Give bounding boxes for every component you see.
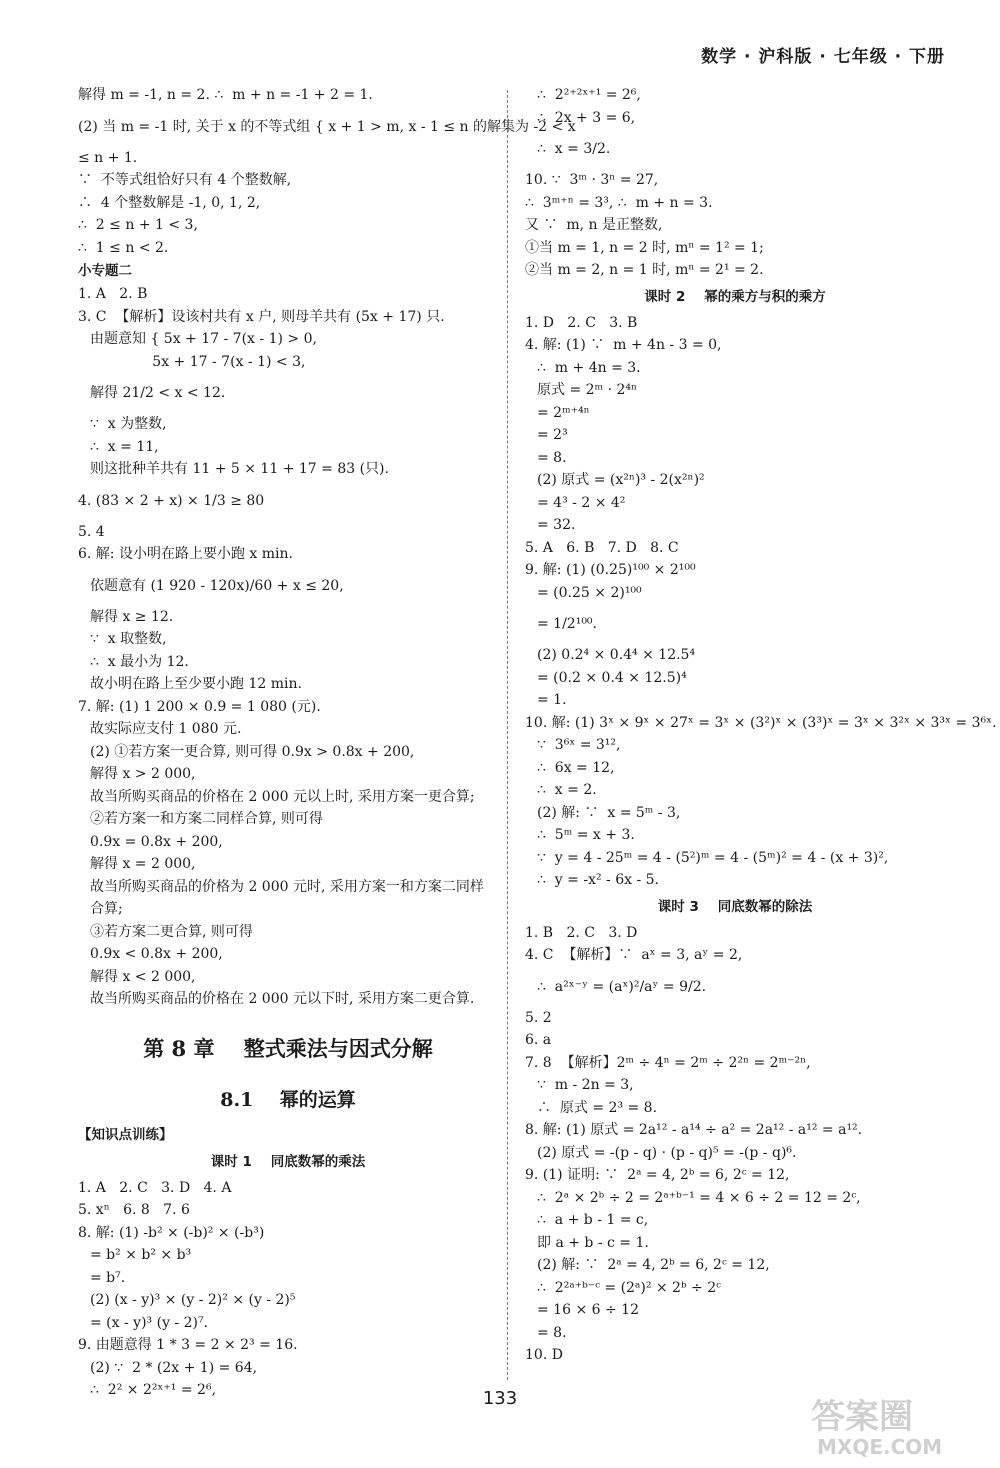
- text-line: ∴ x = 3/2.: [537, 141, 611, 157]
- text-line: ∵ 3⁶ˣ = 3¹²,: [537, 737, 621, 753]
- text-line: 1. A 2. C 3. D 4. A: [78, 1179, 232, 1196]
- text-line: ∴ 5ᵐ = x + 3.: [537, 827, 635, 843]
- text-line: 故当所购买商品的价格为 2 000 元时, 采用方案一和方案二同样: [90, 878, 484, 895]
- text-line: 0.9x = 0.8x + 200,: [90, 833, 223, 850]
- text-line: ∴ 2²⁺²ˣ⁺¹ = 2⁶,: [537, 87, 641, 103]
- running-header: 数学 · 沪科版 · 七年级 · 下册: [701, 47, 945, 67]
- text-line: 7. 8 【解析】2ᵐ ÷ 4ⁿ = 2ᵐ ÷ 2²ⁿ = 2ᵐ⁻²ⁿ,: [525, 1054, 811, 1071]
- text-line: (2) ∵ 2 * (2x + 1) = 64,: [90, 1359, 258, 1376]
- text-line: 7. 解: (1) 1 200 × 0.9 = 1 080 (元).: [78, 698, 321, 715]
- text-line: 解得 m = -1, n = 2. ∴ m + n = -1 + 2 = 1.: [78, 87, 373, 103]
- text-line: (2) 0.2⁴ × 0.4⁴ × 12.5⁴: [537, 647, 696, 663]
- text-line: 故当所购买商品的价格在 2 000 元以上时, 采用方案一更合算;: [90, 788, 475, 805]
- text-line: ∴ 2 ≤ n + 1 < 3,: [78, 217, 198, 233]
- text-line: 4. (83 × 2 + x) × 1/3 ≥ 80: [78, 492, 265, 509]
- text-line: 10. 解: (1) 3ˣ × 9ˣ × 27ˣ = 3ˣ × (3²)ˣ × (3³)ˣ = 3ˣ × 3²ˣ × 3³ˣ = 3⁶ˣ.: [525, 714, 997, 731]
- text-line: 5. A 6. B 7. D 8. C: [525, 539, 679, 556]
- text-line: = (0.2 × 0.4 × 12.5)⁴: [537, 669, 687, 686]
- text-line: ∴ 2x + 3 = 6,: [537, 109, 636, 126]
- right-column: [525, 84, 997, 1367]
- text-line: ∴ x = 11,: [90, 438, 159, 455]
- text-line: 3. C 【解析】设该村共有 x 户, 则母羊共有 (5x + 17) 只.: [78, 308, 445, 325]
- text-line: 课时 1 同底数幂的乘法: [210, 1153, 366, 1170]
- text-line: = 32.: [537, 517, 576, 533]
- text-line: 又 ∵ m, n 是正整数,: [525, 217, 663, 233]
- text-line: 故小明在路上至少要小跑 12 min.: [90, 676, 302, 692]
- text-line: 第 8 章 整式乘法与因式分解: [143, 1035, 433, 1061]
- text-line: = 4³ - 2 × 4²: [537, 494, 626, 511]
- text-line: ②若方案一和方案二同样合算, 则可得: [90, 811, 323, 827]
- text-line: 5. xⁿ 6. 8 7. 6: [78, 1202, 190, 1218]
- text-line: 10. D: [525, 1347, 563, 1363]
- text-line: ∵ y = 4 - 25ᵐ = 4 - (5²)ᵐ = 4 - (5ᵐ)² = 4 - (x + 3)²,: [537, 849, 889, 866]
- text-line: 解得 x = 2 000,: [90, 856, 196, 872]
- text-line: = b⁷.: [90, 1269, 126, 1286]
- text-line: 8. 解: (1) -b² × (-b)² × (-b³): [78, 1224, 265, 1241]
- text-line: 10. ∵ 3ᵐ · 3ⁿ = 27,: [525, 172, 659, 188]
- text-line: ①当 m = 1, n = 2 时, mⁿ = 1² = 1;: [525, 239, 764, 256]
- watermark-url: MXQE.COM: [817, 1435, 943, 1459]
- text-line: ∴ 2²ᵃ⁺ᵇ⁻ᶜ = (2ᵃ)² × 2ᵇ ÷ 2ᶜ: [537, 1279, 721, 1296]
- text-line: 1. A 2. B: [78, 286, 148, 302]
- text-line: = (x - y)³ (y - 2)⁷.: [90, 1314, 209, 1331]
- text-line: (2) 解: ∵ 2ᵃ = 4, 2ᵇ = 6, 2ᶜ = 12,: [537, 1257, 770, 1273]
- text-line: ∴ x = 2.: [537, 782, 597, 798]
- text-line: 依题意有 (1 920 - 120x)/60 + x ≤ 20,: [90, 577, 344, 594]
- text-line: (2) 当 m = -1 时, 关于 x 的不等式组 { x + 1 > m, x - 1 ≤ n 的解集为 -2 < x: [78, 118, 576, 135]
- text-line: ∴ x 最小为 12.: [90, 653, 189, 670]
- text-line: (2) ①若方案一更合算, 则可得 0.9x > 0.8x + 200,: [90, 743, 415, 760]
- text-line: ∵ x 取整数,: [90, 631, 167, 647]
- text-line: = 8.: [537, 1324, 567, 1341]
- text-line: 6. 解: 设小明在路上要小跑 x min.: [78, 546, 293, 562]
- text-line: 即 a + b - c = 1.: [537, 1234, 649, 1251]
- text-line: 【知识点训练】: [78, 1126, 173, 1143]
- text-line: 课时 2 幂的乘方与积的乘方: [644, 288, 826, 305]
- text-line: ∵ 不等式组恰好只有 4 个整数解,: [78, 172, 292, 188]
- text-line: 5. 2: [525, 1009, 552, 1026]
- text-line: = 2³: [537, 427, 568, 443]
- text-line: ③若方案二更合算, 则可得: [90, 923, 253, 940]
- text-line: (2) 解: ∵ x = 5ᵐ - 3,: [537, 804, 681, 821]
- column-divider: [507, 90, 508, 1380]
- text-line: (2) 原式 = -(p - q) · (p - q)⁵ = -(p - q)⁶.: [537, 1144, 797, 1161]
- text-line: 1. B 2. C 3. D: [525, 924, 638, 941]
- text-line: 解得 x < 2 000,: [90, 968, 196, 985]
- text-line: ∵ m - 2n = 3,: [537, 1077, 634, 1093]
- text-line: 0.9x < 0.8x + 200,: [90, 946, 223, 962]
- text-line: 课时 3 同底数幂的除法: [657, 898, 813, 915]
- text-line: 9. (1) 证明: ∵ 2ᵃ = 4, 2ᵇ = 6, 2ᶜ = 12,: [525, 1167, 790, 1183]
- text-line: = b² × b² × b³: [90, 1247, 192, 1263]
- watermark-text: 答案圈: [811, 1397, 913, 1437]
- text-line: 解得 21/2 < x < 12.: [90, 385, 226, 401]
- text-line: ∴ 1 ≤ n < 2.: [78, 239, 169, 256]
- text-line: ∴ a²ˣ⁻ʸ = (aˣ)²/aʸ = 9/2.: [537, 978, 707, 995]
- text-line: 则这批种羊共有 11 + 5 × 11 + 17 = 83 (只).: [90, 461, 389, 477]
- text-line: 9. 解: (1) (0.25)¹⁰⁰ × 2¹⁰⁰: [525, 562, 696, 578]
- text-line: ∴ 2ᵃ × 2ᵇ ÷ 2 = 2ᵃ⁺ᵇ⁻¹ = 4 × 6 ÷ 2 = 12 = 2ᶜ,: [537, 1189, 861, 1206]
- text-line: 故当所购买商品的价格在 2 000 元以下时, 采用方案二更合算.: [90, 991, 475, 1007]
- text-line: 原式 = 2ᵐ · 2⁴ⁿ: [537, 382, 638, 398]
- watermark-logo: [807, 1390, 982, 1460]
- text-line: 5x + 17 - 7(x - 1) < 3,: [90, 353, 306, 370]
- text-line: 由题意知 { 5x + 17 - 7(x - 1) > 0,: [90, 331, 317, 347]
- text-line: ∴ 4 个整数解是 -1, 0, 1, 2,: [78, 194, 261, 211]
- text-line: = 16 × 6 ÷ 12: [537, 1302, 639, 1318]
- text-line: ∴ 原式 = 2³ = 8.: [537, 1099, 658, 1116]
- text-line: 解得 x ≥ 12.: [90, 608, 174, 625]
- text-line: 8. 解: (1) 原式 = 2a¹² - a¹⁴ ÷ a² = 2a¹² - a¹² = a¹².: [525, 1122, 863, 1138]
- text-line: ≤ n + 1.: [78, 149, 138, 166]
- text-line: ∵ x 为整数,: [90, 416, 167, 432]
- page-number: 133: [482, 1388, 518, 1409]
- text-line: 小专题二: [78, 263, 132, 279]
- text-line: ∴ 3ᵐ⁺ⁿ = 3³, ∴ m + n = 3.: [525, 194, 713, 211]
- text-line: 8.1 幂的运算: [220, 1088, 356, 1111]
- text-line: = 2ᵐ⁺⁴ⁿ: [537, 404, 590, 421]
- text-line: ∴ y = -x² - 6x - 5.: [537, 872, 660, 888]
- text-line: = 1/2¹⁰⁰.: [537, 616, 597, 632]
- text-line: ∴ 6x = 12,: [537, 759, 615, 776]
- text-line: 1. D 2. C 3. B: [525, 314, 638, 331]
- text-line: ∴ 2² × 2²ˣ⁺¹ = 2⁶,: [90, 1382, 217, 1398]
- text-line: 合算;: [90, 901, 123, 917]
- text-line: (2) 原式 = (x²ⁿ)³ - 2(x²ⁿ)²: [537, 472, 705, 488]
- text-line: ∴ a + b - 1 = c,: [537, 1212, 649, 1228]
- text-line: 4. C 【解析】∵ aˣ = 3, aʸ = 2,: [525, 947, 743, 963]
- text-line: = 8.: [537, 449, 567, 466]
- text-line: = (0.25 × 2)¹⁰⁰: [537, 584, 642, 601]
- text-line: 9. 由题意得 1 * 3 = 2 × 2³ = 16.: [78, 1337, 298, 1353]
- text-line: ∴ m + 4n = 3.: [537, 359, 641, 376]
- text-line: 4. 解: (1) ∵ m + 4n - 3 = 0,: [525, 337, 722, 353]
- text-line: 5. 4: [78, 523, 105, 540]
- text-line: ②当 m = 2, n = 1 时, mⁿ = 2¹ = 2.: [525, 262, 764, 278]
- text-line: 解得 x > 2 000,: [90, 766, 196, 782]
- text-line: (2) (x - y)³ × (y - 2)² × (y - 2)⁵: [90, 1292, 296, 1308]
- text-line: 故实际应支付 1 080 元.: [90, 721, 242, 737]
- text-line: 6. a: [525, 1032, 552, 1048]
- text-line: = 1.: [537, 692, 567, 708]
